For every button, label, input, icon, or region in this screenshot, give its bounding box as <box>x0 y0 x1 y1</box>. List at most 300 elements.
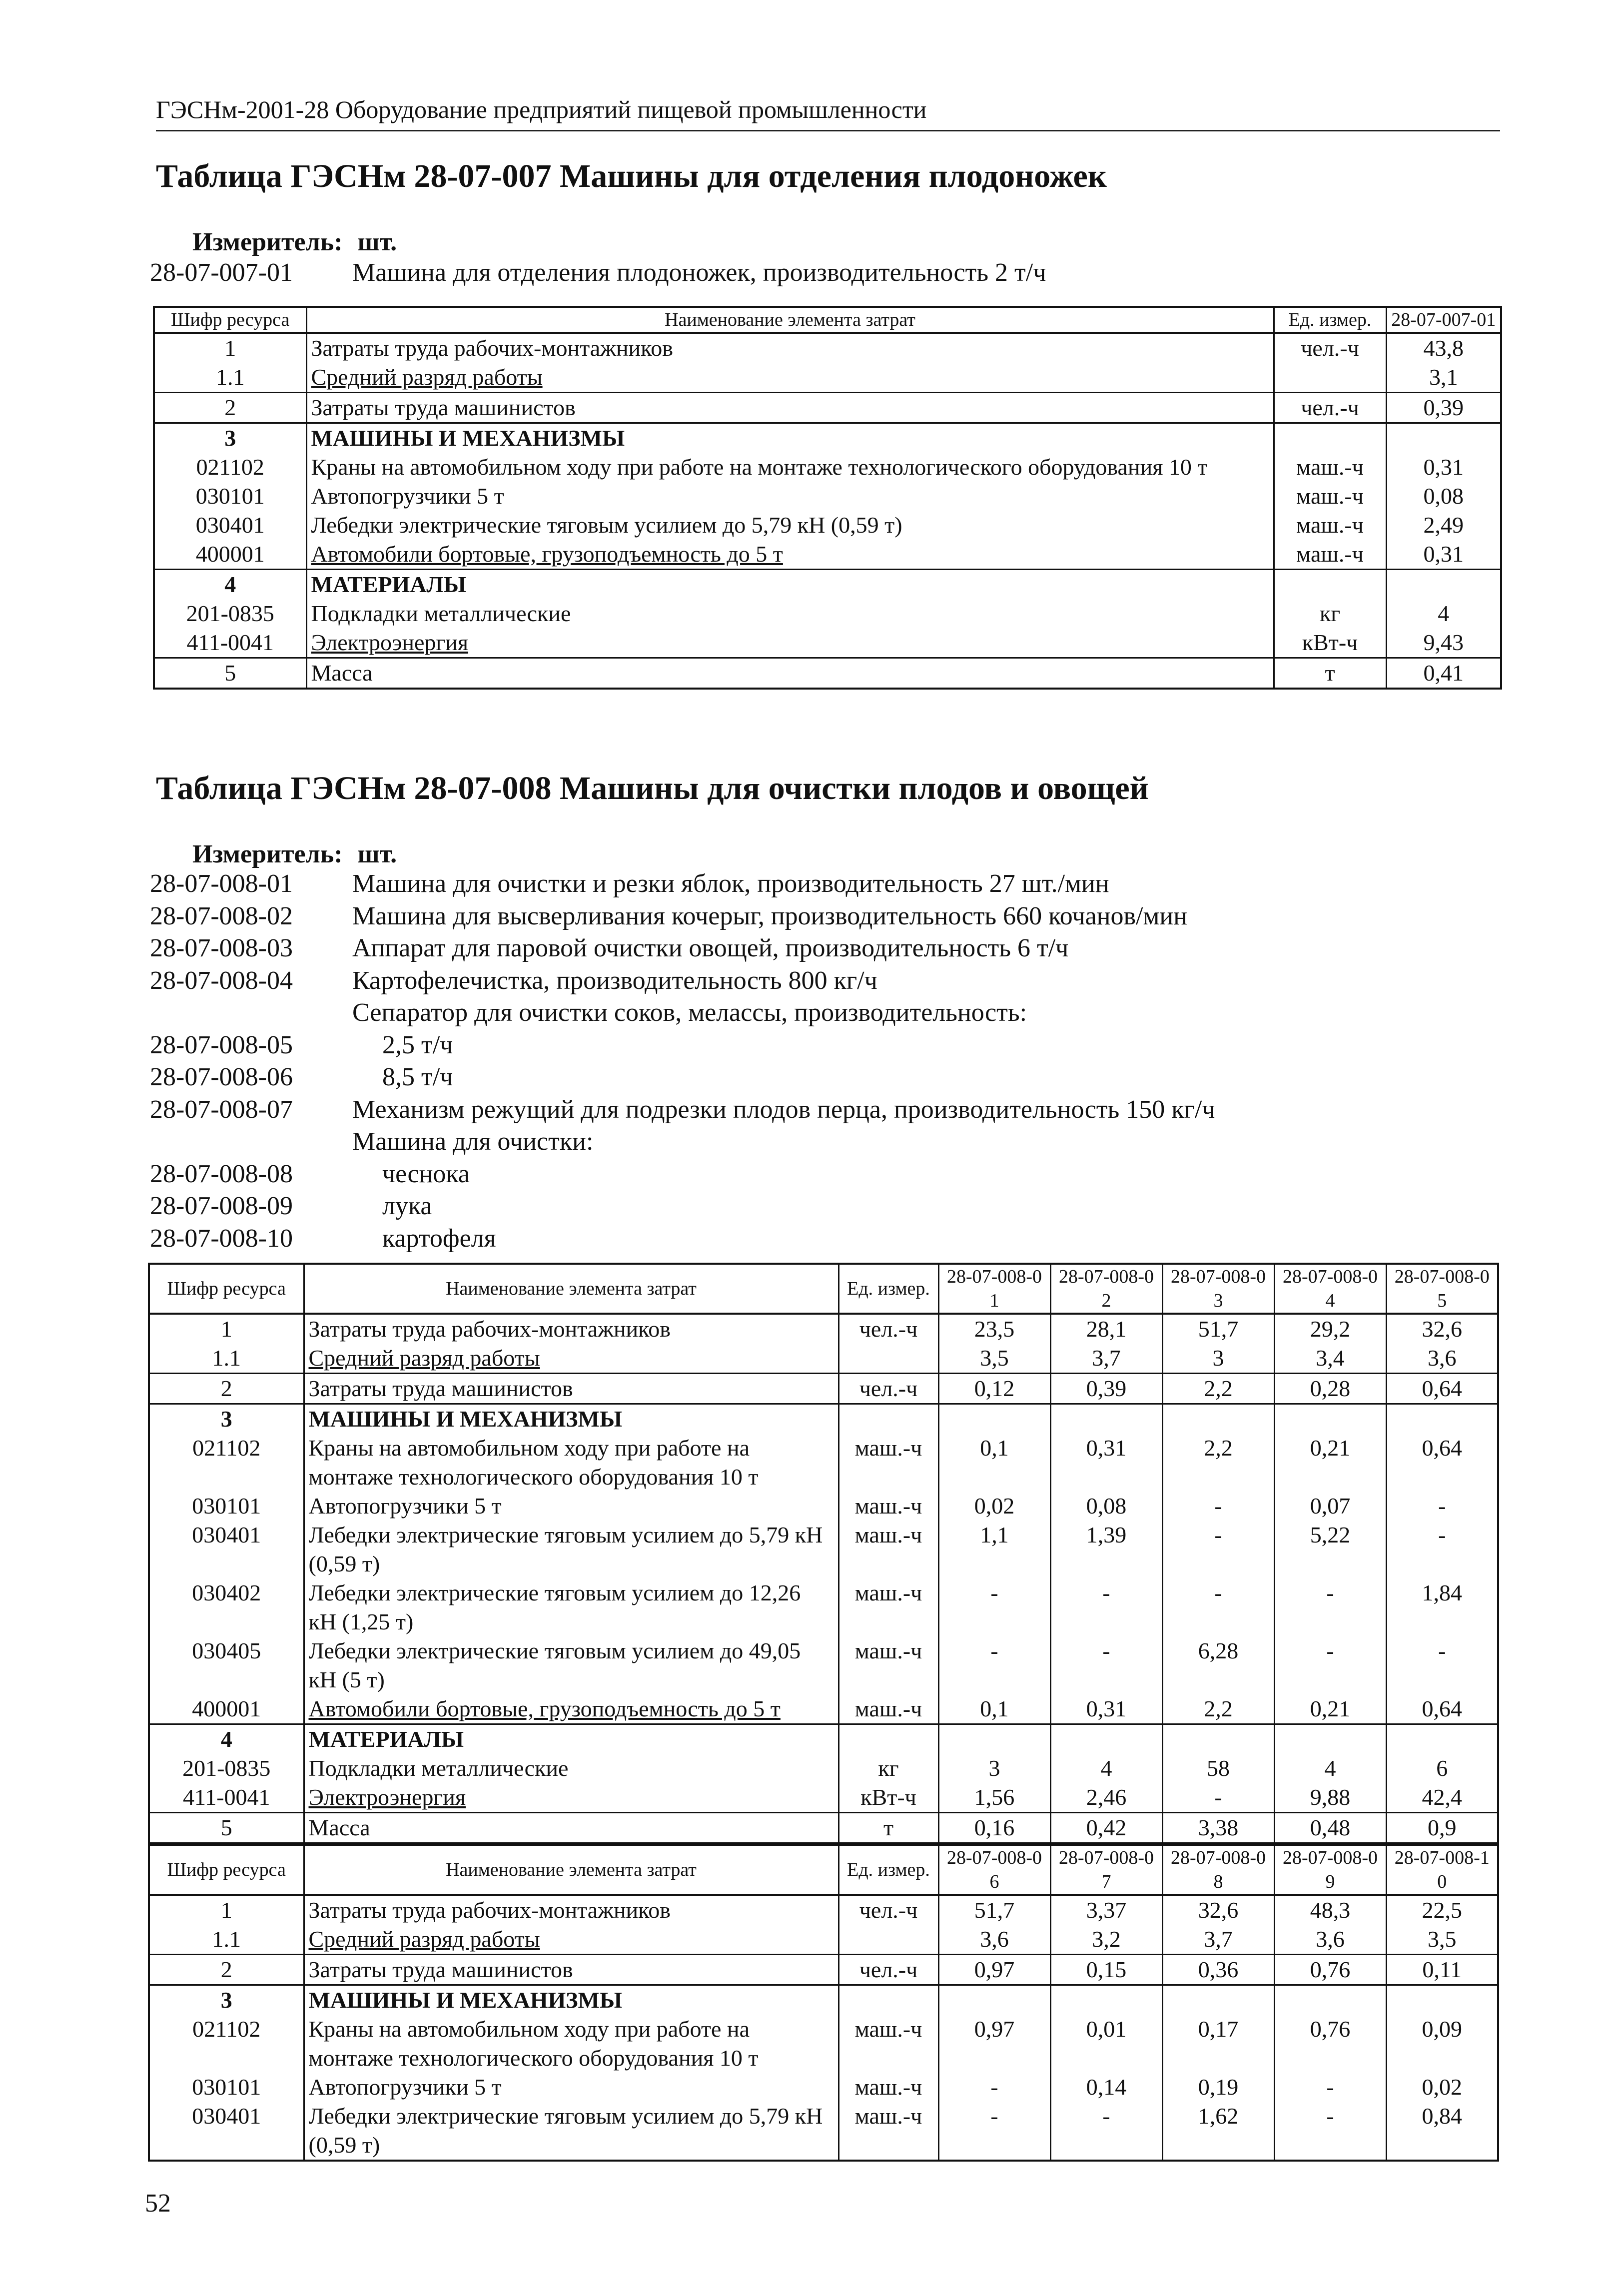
resource-value: 51,7 <box>938 1895 1050 1925</box>
item-text: чеснока <box>382 1159 470 1188</box>
header-column-code: 28-07-008-08 <box>1162 1845 1274 1895</box>
resource-name: Средний разряд работы <box>304 1344 838 1374</box>
item-code: 28-07-008-09 <box>150 1192 293 1220</box>
table-row <box>154 599 1501 628</box>
resource-value: 0,17 <box>1162 2015 1274 2073</box>
resource-table-28-07-008-part-a <box>148 1263 1499 1844</box>
resource-unit: кВт-ч <box>1274 628 1386 658</box>
item-text: Механизм режущий для подрезки плодов перца, производительность 150 кг/ч <box>352 1095 1215 1124</box>
resource-value: 3,6 <box>1386 1344 1498 1374</box>
resource-value: - <box>1386 1492 1498 1521</box>
item-text: Машина для очистки и резки яблок, производительность 27 шт./мин <box>352 869 1109 898</box>
resource-value: 3 <box>1162 1344 1274 1374</box>
resource-unit: кг <box>1274 599 1386 628</box>
resource-value: 0,48 <box>1274 1813 1386 1844</box>
table-row <box>154 423 1501 453</box>
resource-name: Масса <box>306 658 1274 689</box>
resource-code: 4 <box>220 1726 232 1752</box>
resource-value: 0,64 <box>1386 1694 1498 1724</box>
resource-value: 3,37 <box>1050 1895 1162 1925</box>
resource-code: 1.1 <box>149 1344 304 1374</box>
resource-code: 030402 <box>192 1580 261 1605</box>
resource-value: 1,62 <box>1162 2102 1274 2161</box>
resource-name: Затраты труда машинистов <box>304 1374 838 1404</box>
resource-value: 0,19 <box>1162 2073 1274 2102</box>
resource-name: Автопогрузчики 5 т <box>304 1492 838 1521</box>
resource-value: 0,12 <box>938 1374 1050 1404</box>
resource-value: 6 <box>1386 1754 1498 1783</box>
resource-value: 0,64 <box>1386 1434 1498 1492</box>
resource-name: Затраты труда машинистов <box>304 1955 838 1985</box>
item-text: Машина для очистки: <box>352 1127 594 1156</box>
resource-code: 021102 <box>192 1435 261 1461</box>
resource-name: Средний разряд работы <box>306 363 1274 393</box>
resource-value <box>938 1724 1050 1754</box>
header-unit: Ед. измер. <box>1274 307 1386 333</box>
page-header: ГЭСНм-2001-28 Оборудование предприятий пищевой промышленности <box>156 95 1500 131</box>
resource-name: Краны на автомобильном ходу при работе на монтаже технологического оборудования 10 т <box>306 453 1274 482</box>
resource-name: Электроэнергия <box>306 628 1274 658</box>
resource-code: 021102 <box>192 2016 261 2042</box>
header-column-code: 28-07-008-06 <box>938 1845 1050 1895</box>
resource-unit: маш.-ч <box>838 1492 938 1521</box>
resource-value: 0,1 <box>938 1434 1050 1492</box>
header-column-code: 28-07-008-09 <box>1274 1845 1386 1895</box>
table-header-row <box>154 307 1501 333</box>
table-row <box>149 1492 1498 1521</box>
resource-value: 3,38 <box>1162 1813 1274 1844</box>
resource-value: 0,39 <box>1386 393 1501 423</box>
resource-value: 32,6 <box>1386 1314 1498 1344</box>
resource-value: 0,97 <box>938 1955 1050 1985</box>
table-row <box>149 1895 1498 1925</box>
resource-code: 3 <box>224 425 236 451</box>
resource-unit <box>838 1724 938 1754</box>
table-row <box>149 1434 1498 1492</box>
resource-value: 32,6 <box>1162 1895 1274 1925</box>
item-text: Машина для отделения плодоножек, производительность 2 т/ч <box>352 258 1046 287</box>
resource-value: 0,14 <box>1050 2073 1162 2102</box>
table-row <box>149 1344 1498 1374</box>
resource-unit: маш.-ч <box>1274 453 1386 482</box>
resource-code: 030401 <box>192 2103 261 2129</box>
table-row <box>149 1724 1498 1754</box>
resource-unit: т <box>1274 658 1386 689</box>
resource-unit: чел.-ч <box>838 1955 938 1985</box>
resource-value: 0,9 <box>1386 1813 1498 1844</box>
resource-unit: маш.-ч <box>838 1578 938 1636</box>
header-column-code: 28-07-008-07 <box>1050 1845 1162 1895</box>
resource-value: 3,5 <box>938 1344 1050 1374</box>
item-text: 8,5 т/ч <box>382 1063 453 1091</box>
resource-value: 6,28 <box>1162 1636 1274 1694</box>
resource-value: - <box>938 1578 1050 1636</box>
header-column-code: 28-07-007-01 <box>1386 307 1501 333</box>
resource-value: 4 <box>1386 599 1501 628</box>
resource-name: Лебедки электрические тяговым усилием до 12,26 кН (1,25 т) <box>304 1578 838 1636</box>
resource-name: Автомобили бортовые, грузоподъемность до 5 т <box>304 1694 838 1724</box>
resource-unit: чел.-ч <box>1274 393 1386 423</box>
resource-value: 3,7 <box>1162 1925 1274 1955</box>
meter-label: Измеритель: шт. <box>192 840 397 868</box>
resource-value: 51,7 <box>1162 1314 1274 1344</box>
table-row <box>154 453 1501 482</box>
resource-value: 0,97 <box>938 2015 1050 2073</box>
resource-code: 2 <box>149 1374 304 1404</box>
table-row <box>149 1374 1498 1404</box>
resource-code: 030405 <box>192 1638 261 1663</box>
resource-value: - <box>938 2102 1050 2161</box>
resource-value: 0,31 <box>1386 453 1501 482</box>
resource-name: Автопогрузчики 5 т <box>304 2073 838 2102</box>
resource-value: 0,11 <box>1386 1955 1498 1985</box>
resource-unit <box>1274 570 1386 600</box>
resource-value: 0,31 <box>1050 1694 1162 1724</box>
resource-table-28-07-008-part-b <box>148 1844 1499 2162</box>
resource-value: 4 <box>1050 1754 1162 1783</box>
resource-value: 5,22 <box>1274 1521 1386 1578</box>
resource-value: 3,4 <box>1274 1344 1386 1374</box>
resource-value: - <box>938 2073 1050 2102</box>
resource-table-28-07-007 <box>153 306 1502 690</box>
resource-code: 4 <box>224 572 236 597</box>
table-row <box>149 1955 1498 1985</box>
resource-value: 1,1 <box>938 1521 1050 1578</box>
resource-code: 1 <box>224 335 236 361</box>
resource-value: 0,16 <box>938 1813 1050 1844</box>
resource-unit: чел.-ч <box>838 1374 938 1404</box>
resource-value <box>1274 1724 1386 1754</box>
table-row <box>154 482 1501 511</box>
resource-value: - <box>1162 1578 1274 1636</box>
header-column-code: 28-07-008-02 <box>1050 1264 1162 1314</box>
resource-value: 0,15 <box>1050 1955 1162 1985</box>
resource-value: 9,88 <box>1274 1783 1386 1813</box>
table-row <box>149 2102 1498 2161</box>
resource-value: 0,39 <box>1050 1374 1162 1404</box>
resource-unit: маш.-ч <box>1274 511 1386 540</box>
item-code: 28-07-008-08 <box>150 1159 293 1188</box>
resource-name: Масса <box>304 1813 838 1844</box>
resource-code: 201-0835 <box>182 1755 271 1781</box>
resource-name: Краны на автомобильном ходу при работе на монтаже технологического оборудования 10 т <box>304 2015 838 2073</box>
resource-name: МАШИНЫ И МЕХАНИЗМЫ <box>304 1985 838 2015</box>
resource-value: 3,2 <box>1050 1925 1162 1955</box>
resource-value: - <box>1274 2102 1386 2161</box>
resource-code: 030101 <box>192 1493 261 1519</box>
resource-value: - <box>1050 1636 1162 1694</box>
resource-value: 43,8 <box>1386 333 1501 363</box>
resource-value: 2,46 <box>1050 1783 1162 1813</box>
header-unit: Ед. измер. <box>838 1264 938 1314</box>
resource-value: 3,5 <box>1386 1925 1498 1955</box>
table-row <box>149 1925 1498 1955</box>
resource-value <box>938 1985 1050 2015</box>
item-text: Картофелечистка, производительность 800 кг/ч <box>352 966 877 995</box>
resource-value: 58 <box>1162 1754 1274 1783</box>
resource-value: - <box>1050 1578 1162 1636</box>
resource-unit: маш.-ч <box>838 2102 938 2161</box>
table-row <box>149 1521 1498 1578</box>
header-column-code: 28-07-008-04 <box>1274 1264 1386 1314</box>
resource-value: - <box>1050 2102 1162 2161</box>
resource-value <box>1050 1985 1162 2015</box>
resource-unit <box>838 1344 938 1374</box>
item-code: 28-07-008-02 <box>150 901 293 930</box>
header-column-code: 28-07-008-01 <box>938 1264 1050 1314</box>
resource-value <box>1162 1985 1274 2015</box>
header-unit: Ед. измер. <box>838 1845 938 1895</box>
resource-value: 1,39 <box>1050 1521 1162 1578</box>
resource-value: - <box>1386 1636 1498 1694</box>
resource-value <box>1386 1724 1498 1754</box>
meter-label: Измеритель: шт. <box>192 228 397 256</box>
header-column-code: 28-07-008-05 <box>1386 1264 1498 1314</box>
resource-value: 0,09 <box>1386 2015 1498 2073</box>
item-text: Аппарат для паровой очистки овощей, производительность 6 т/ч <box>352 934 1069 962</box>
item-text: Сепаратор для очистки соков, мелассы, производительность: <box>352 998 1027 1027</box>
table-row <box>149 1314 1498 1344</box>
resource-name: Подкладки металлические <box>306 599 1274 628</box>
resource-code: 1.1 <box>149 1925 304 1955</box>
item-code: 28-07-008-06 <box>150 1063 293 1091</box>
resource-unit <box>1274 423 1386 453</box>
resource-value <box>1274 1985 1386 2015</box>
resource-unit <box>838 1985 938 2015</box>
resource-value <box>1162 1404 1274 1434</box>
resource-value: 0,28 <box>1274 1374 1386 1404</box>
item-code: 28-07-008-10 <box>150 1224 293 1253</box>
resource-name: МАШИНЫ И МЕХАНИЗМЫ <box>304 1404 838 1434</box>
resource-unit: маш.-ч <box>838 1636 938 1694</box>
resource-value: 0,31 <box>1050 1434 1162 1492</box>
resource-value: 2,2 <box>1162 1694 1274 1724</box>
resource-code: 400001 <box>149 1694 304 1724</box>
resource-value: - <box>938 1636 1050 1694</box>
resource-value: 29,2 <box>1274 1314 1386 1344</box>
resource-code: 3 <box>220 1987 232 2013</box>
item-code: 28-07-007-01 <box>150 258 293 287</box>
table-row <box>154 393 1501 423</box>
resource-value: 0,76 <box>1274 1955 1386 1985</box>
resource-value <box>1386 423 1501 453</box>
resource-value: 22,5 <box>1386 1895 1498 1925</box>
resource-value: 28,1 <box>1050 1314 1162 1344</box>
resource-unit: кг <box>838 1754 938 1783</box>
header-name: Наименование элемента затрат <box>304 1264 838 1314</box>
table-row <box>149 1754 1498 1783</box>
resource-code: 1 <box>220 1316 232 1342</box>
resource-code: 2 <box>154 393 306 423</box>
resource-name: Подкладки металлические <box>304 1754 838 1783</box>
resource-unit <box>838 1404 938 1434</box>
header-code: Шифр ресурса <box>149 1845 304 1895</box>
table-row <box>149 1578 1498 1636</box>
resource-value: - <box>1162 1521 1274 1578</box>
resource-value: 0,1 <box>938 1694 1050 1724</box>
resource-value <box>1050 1404 1162 1434</box>
resource-name: МАШИНЫ И МЕХАНИЗМЫ <box>306 423 1274 453</box>
resource-code: 1 <box>220 1897 232 1923</box>
resource-value <box>938 1404 1050 1434</box>
resource-value: 48,3 <box>1274 1895 1386 1925</box>
item-text: картофеля <box>382 1224 496 1253</box>
resource-unit: маш.-ч <box>1274 540 1386 570</box>
resource-unit: маш.-ч <box>838 2015 938 2073</box>
resource-code: 021102 <box>196 454 264 480</box>
item-text: 2,5 т/ч <box>382 1030 453 1059</box>
resource-name: Затраты труда рабочих-монтажников <box>304 1314 838 1344</box>
resource-value <box>1386 570 1501 600</box>
resource-value: - <box>1274 1636 1386 1694</box>
resource-unit: чел.-ч <box>838 1314 938 1344</box>
table-row <box>149 1813 1498 1844</box>
table-row <box>149 2015 1498 2073</box>
resource-unit: маш.-ч <box>1274 482 1386 511</box>
resource-name: Автомобили бортовые, грузоподъемность до 5 т <box>306 540 1274 570</box>
resource-value: 2,2 <box>1162 1374 1274 1404</box>
resource-value: 3 <box>938 1754 1050 1783</box>
resource-value: 0,21 <box>1274 1694 1386 1724</box>
resource-value: 0,01 <box>1050 2015 1162 2073</box>
header-name: Наименование элемента затрат <box>306 307 1274 333</box>
table-title-28-07-007: Таблица ГЭСНм 28-07-007 Машины для отделения плодоножек <box>156 158 1107 194</box>
resource-name: Лебедки электрические тяговым усилием до 5,79 кН (0,59 т) <box>304 1521 838 1578</box>
resource-value: 4 <box>1274 1754 1386 1783</box>
resource-name: МАТЕРИАЛЫ <box>304 1724 838 1754</box>
resource-name: Затраты труда рабочих-монтажников <box>304 1895 838 1925</box>
table-title-28-07-008: Таблица ГЭСНм 28-07-008 Машины для очистки плодов и овощей <box>156 770 1149 806</box>
table-row <box>154 570 1501 600</box>
resource-code: 5 <box>220 1815 232 1840</box>
resource-value: 2,2 <box>1162 1434 1274 1492</box>
resource-value: 3,7 <box>1050 1344 1162 1374</box>
item-text: лука <box>382 1192 432 1220</box>
resource-value: - <box>1162 1783 1274 1813</box>
resource-name: Лебедки электрические тяговым усилием до 49,05 кН (5 т) <box>304 1636 838 1694</box>
resource-value: 0,64 <box>1386 1374 1498 1404</box>
table-row <box>154 333 1501 363</box>
resource-value: 0,02 <box>938 1492 1050 1521</box>
resource-code: 030101 <box>192 2074 261 2100</box>
resource-unit: маш.-ч <box>838 2073 938 2102</box>
table-row <box>149 1694 1498 1724</box>
item-code: 28-07-008-05 <box>150 1030 293 1059</box>
resource-code: 5 <box>224 660 236 686</box>
resource-unit: маш.-ч <box>838 1521 938 1578</box>
resource-value: 0,08 <box>1386 482 1501 511</box>
resource-value: 0,36 <box>1162 1955 1274 1985</box>
resource-value: - <box>1274 1578 1386 1636</box>
table-header-row <box>149 1845 1498 1895</box>
resource-value: 42,4 <box>1386 1783 1498 1813</box>
table-row <box>149 1404 1498 1434</box>
resource-name: Лебедки электрические тяговым усилием до 5,79 кН (0,59 т) <box>304 2102 838 2161</box>
resource-unit: чел.-ч <box>838 1895 938 1925</box>
resource-code: 030401 <box>195 512 265 538</box>
header-name: Наименование элемента затрат <box>304 1845 838 1895</box>
item-text: Машина для высверливания кочерыг, производительность 660 кочанов/мин <box>352 901 1188 930</box>
table-header-row <box>149 1264 1498 1314</box>
resource-code: 2 <box>149 1955 304 1985</box>
resource-value <box>1274 1404 1386 1434</box>
header-code: Шифр ресурса <box>149 1264 304 1314</box>
resource-value: 3,6 <box>1274 1925 1386 1955</box>
resource-value <box>1386 1985 1498 2015</box>
table-row <box>154 628 1501 658</box>
resource-value: 23,5 <box>938 1314 1050 1344</box>
resource-name: Затраты труда машинистов <box>306 393 1274 423</box>
resource-value: 0,08 <box>1050 1492 1162 1521</box>
resource-name: Электроэнергия <box>304 1783 838 1813</box>
resource-unit: маш.-ч <box>838 1694 938 1724</box>
resource-value: - <box>1274 2073 1386 2102</box>
resource-value: - <box>1386 1521 1498 1578</box>
resource-value: 2,49 <box>1386 511 1501 540</box>
resource-name: Лебедки электрические тяговым усилием до 5,79 кН (0,59 т) <box>306 511 1274 540</box>
item-code: 28-07-008-04 <box>150 966 293 995</box>
table-row <box>149 1783 1498 1813</box>
resource-value: 1,56 <box>938 1783 1050 1813</box>
resource-value: 0,84 <box>1386 2102 1498 2161</box>
resource-code: 411-0041 <box>154 628 306 658</box>
resource-value: 3,1 <box>1386 363 1501 393</box>
resource-value: 0,21 <box>1274 1434 1386 1492</box>
item-code: 28-07-008-01 <box>150 869 293 898</box>
resource-name: Средний разряд работы <box>304 1925 838 1955</box>
resource-unit <box>838 1925 938 1955</box>
resource-unit: маш.-ч <box>838 1434 938 1492</box>
resource-unit: кВт-ч <box>838 1783 938 1813</box>
resource-value <box>1050 1724 1162 1754</box>
resource-value: 9,43 <box>1386 628 1501 658</box>
resource-code: 400001 <box>154 540 306 570</box>
header-column-code: 28-07-008-03 <box>1162 1264 1274 1314</box>
resource-unit <box>1274 363 1386 393</box>
header-code: Шифр ресурса <box>154 307 306 333</box>
resource-value: 1,84 <box>1386 1578 1498 1636</box>
resource-unit: чел.-ч <box>1274 333 1386 363</box>
resource-value <box>1162 1724 1274 1754</box>
resource-code: 1.1 <box>154 363 306 393</box>
resource-value: 0,02 <box>1386 2073 1498 2102</box>
table-row <box>149 2073 1498 2102</box>
table-row <box>154 658 1501 689</box>
item-code: 28-07-008-03 <box>150 934 293 962</box>
table-row <box>154 511 1501 540</box>
page-number: 52 <box>145 2189 171 2218</box>
resource-code: 3 <box>220 1406 232 1432</box>
resource-code: 030101 <box>195 483 265 509</box>
resource-code: 030401 <box>192 1522 261 1547</box>
resource-value: 0,42 <box>1050 1813 1162 1844</box>
resource-value: 3,6 <box>938 1925 1050 1955</box>
item-code: 28-07-008-07 <box>150 1095 293 1124</box>
resource-value: - <box>1162 1492 1274 1521</box>
table-row <box>149 1636 1498 1694</box>
resource-name: МАТЕРИАЛЫ <box>306 570 1274 600</box>
resource-value: 0,76 <box>1274 2015 1386 2073</box>
resource-value: 0,31 <box>1386 540 1501 570</box>
resource-code: 201-0835 <box>186 601 274 626</box>
resource-value: 0,41 <box>1386 658 1501 689</box>
resource-value: 0,07 <box>1274 1492 1386 1521</box>
table-row <box>149 1985 1498 2015</box>
resource-name: Автопогрузчики 5 т <box>306 482 1274 511</box>
resource-name: Краны на автомобильном ходу при работе на монтаже технологического оборудования 10 т <box>304 1434 838 1492</box>
resource-name: Затраты труда рабочих-монтажников <box>306 333 1274 363</box>
resource-value <box>1386 1404 1498 1434</box>
